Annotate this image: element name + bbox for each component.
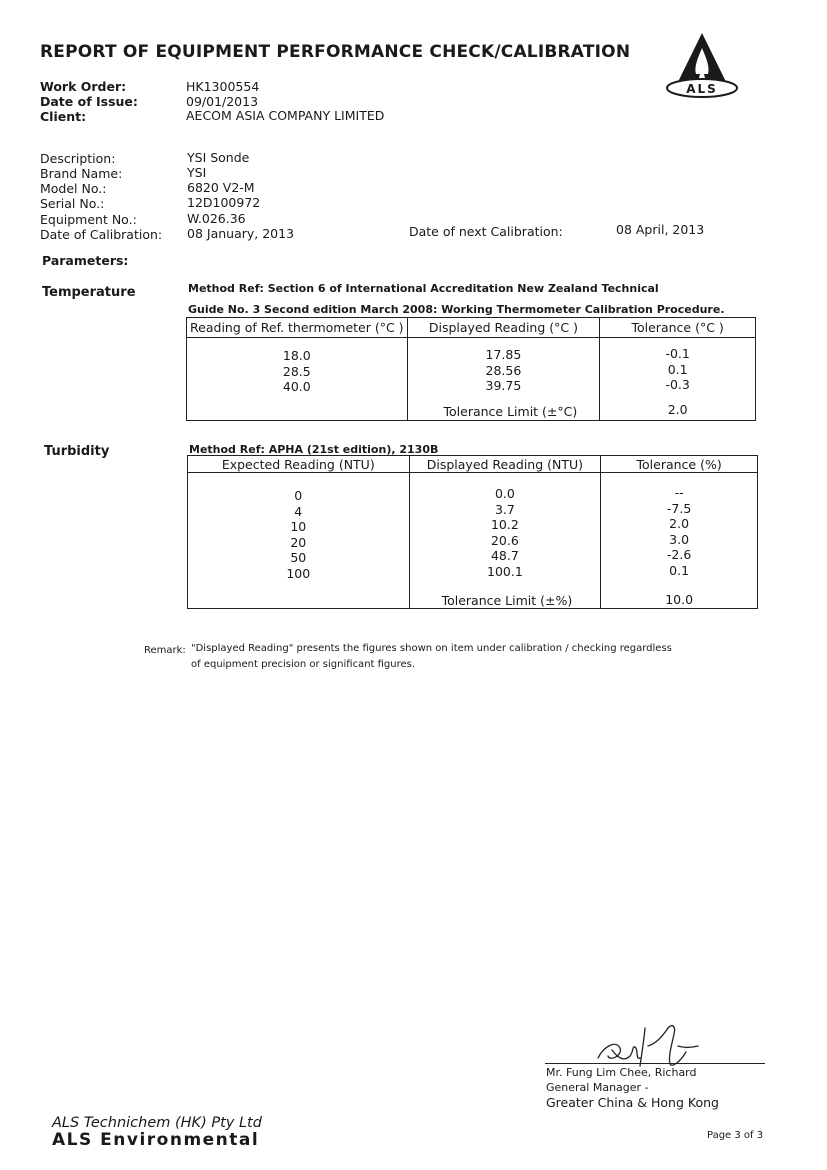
temp-displayed-column xyxy=(407,338,600,421)
list-item: 0.1 xyxy=(667,361,688,377)
date-issue-label: Date of Issue: xyxy=(40,94,138,109)
date-issue-value: 09/01/2013 xyxy=(186,94,259,109)
list-item: 39.75 xyxy=(485,378,522,393)
list-item: 17.85 xyxy=(485,347,522,362)
work-order-label: Work Order: xyxy=(40,79,127,94)
list-item: 40.0 xyxy=(282,379,311,394)
model-value: 6820 V2-M xyxy=(187,180,255,195)
temp-header-reference: Reading of Ref. thermometer (°C ) xyxy=(187,318,408,338)
remark-line2: of equipment precision or significant figures. xyxy=(191,659,416,670)
signatory-title: General Manager - xyxy=(546,1081,649,1094)
list-item: 28.5 xyxy=(282,363,311,379)
temperature-method-line1: Method Ref: Section 6 of International Accreditation New Zealand Technical xyxy=(188,282,659,295)
brand-value: YSI xyxy=(187,165,207,180)
footer-brand: ALS Environmental xyxy=(52,1130,260,1150)
temperature-table xyxy=(186,317,756,421)
list-item: 100 xyxy=(286,565,311,581)
list-item: 4 xyxy=(294,503,303,519)
logo-text: ALS xyxy=(686,82,718,96)
calibration-date-value: 08 January, 2013 xyxy=(187,226,295,241)
remark-label: Remark: xyxy=(144,645,186,656)
list-item: -2.6 xyxy=(666,547,692,562)
list-item: 3.7 xyxy=(494,501,515,517)
list-item: 18.0 xyxy=(282,348,311,363)
turb-displayed-column xyxy=(409,473,601,609)
serial-label: Serial No.: xyxy=(40,196,105,211)
equipment-no-value: W.026.36 xyxy=(187,211,246,226)
signature-icon xyxy=(590,1018,710,1073)
calibration-date-label: Date of Calibration: xyxy=(40,227,163,242)
turb-header-expected: Expected Reading (NTU) xyxy=(188,456,410,473)
page-number: Page 3 of 3 xyxy=(707,1130,764,1141)
signature-line xyxy=(545,1063,765,1064)
temp-tolerance-column xyxy=(600,338,756,421)
list-item: -0.1 xyxy=(665,346,690,361)
client-label: Client: xyxy=(40,109,87,124)
description-value: YSI Sonde xyxy=(187,150,250,165)
temp-limit-label: Tolerance Limit (±°C) xyxy=(443,403,578,419)
list-item: 28.56 xyxy=(485,362,522,378)
als-logo xyxy=(665,30,740,100)
signatory-region: Greater China & Hong Kong xyxy=(546,1095,719,1110)
list-item: 0.0 xyxy=(494,486,515,501)
signatory-name: Mr. Fung Lim Chee, Richard xyxy=(546,1066,697,1079)
list-item: 2.0 xyxy=(669,516,690,531)
footer-company: ALS Technichem (HK) Pty Ltd xyxy=(52,1115,262,1131)
turb-header-displayed: Displayed Reading (NTU) xyxy=(409,456,601,473)
brand-label: Brand Name: xyxy=(40,166,123,181)
next-calibration-value: 08 April, 2013 xyxy=(616,222,705,237)
turb-tolerance-column xyxy=(601,473,758,609)
turbidity-label: Turbidity xyxy=(44,444,110,459)
list-item: 20.6 xyxy=(490,532,519,548)
work-order-value: HK1300554 xyxy=(186,79,260,94)
turbidity-method-line1: Method Ref: APHA (21st edition), 2130B xyxy=(189,443,439,456)
client-value: AECOM ASIA COMPANY LIMITED xyxy=(186,108,385,123)
remark-line1: "Displayed Reading" presents the figures shown on item under calibration / checking regardless xyxy=(191,643,672,654)
turb-limit-value: 10.0 xyxy=(665,592,694,607)
equipment-no-label: Equipment No.: xyxy=(40,212,137,227)
list-item: -- xyxy=(674,485,684,500)
turbidity-table xyxy=(187,455,758,609)
list-item: 20 xyxy=(290,534,307,550)
list-item: 50 xyxy=(290,550,307,565)
temp-reference-column xyxy=(187,338,408,421)
temp-header-displayed: Displayed Reading (°C ) xyxy=(407,318,600,338)
next-calibration-label: Date of next Calibration: xyxy=(409,224,563,239)
report-title: REPORT OF EQUIPMENT PERFORMANCE CHECK/CALIBRATION xyxy=(40,42,631,62)
list-item: 100.1 xyxy=(487,563,523,579)
temp-header-tolerance: Tolerance (°C ) xyxy=(600,318,756,338)
list-item: -7.5 xyxy=(666,500,692,516)
description-label: Description: xyxy=(40,151,116,166)
temp-limit-value: 2.0 xyxy=(667,401,688,417)
list-item: 48.7 xyxy=(490,548,519,563)
serial-value: 12D100972 xyxy=(187,195,261,210)
list-item: 0 xyxy=(294,488,303,503)
turb-limit-label: Tolerance Limit (±%) xyxy=(441,593,573,608)
list-item: 10 xyxy=(290,519,307,534)
turb-expected-column xyxy=(188,473,410,609)
temperature-label: Temperature xyxy=(42,285,136,300)
parameters-label: Parameters: xyxy=(42,253,129,268)
list-item: 3.0 xyxy=(669,531,690,547)
list-item: -0.3 xyxy=(665,377,690,392)
list-item: 0.1 xyxy=(669,562,690,578)
model-label: Model No.: xyxy=(40,181,107,196)
als-logo-icon xyxy=(665,30,740,100)
list-item: 10.2 xyxy=(490,517,519,532)
temperature-method-line2: Guide No. 3 Second edition March 2008: Working Thermometer Calibration Procedure. xyxy=(188,303,725,316)
turb-header-tolerance: Tolerance (%) xyxy=(601,456,758,473)
